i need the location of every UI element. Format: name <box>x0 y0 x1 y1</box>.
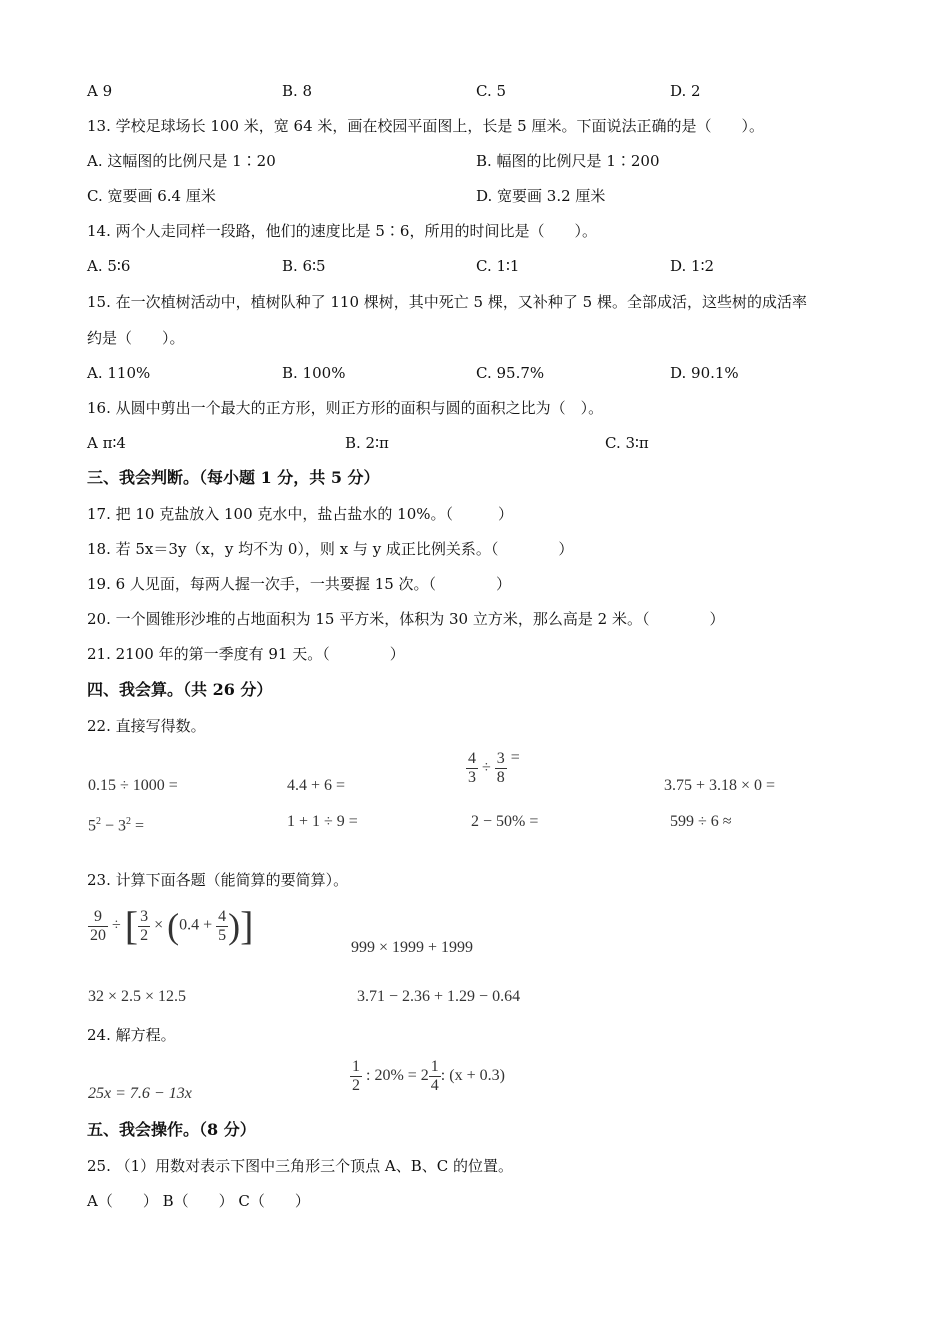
q22-expr-2: 4.4 + 6 = <box>287 777 346 794</box>
q22-expr-6: 1 + 1 ÷ 9 = <box>287 813 358 830</box>
q12-option-a: A 9 <box>87 82 113 100</box>
q13-stem: 13. 学校足球场长 100 米，宽 64 米，画在校园平面图上，长是 5 厘米。下面说法正确的是（ ）。 <box>87 117 764 135</box>
fraction-3-2: $\frac{3}{2}$ <box>140 907 149 944</box>
q22-expr-3: $\frac{4}{3}$ ÷ $\frac{3}{8}$ = <box>468 749 520 786</box>
fraction-1-2: $\frac{1}{2}$ <box>352 1058 360 1094</box>
q15-option-c: C. 95.7% <box>476 364 545 382</box>
q23-expr-3: 32 × 2.5 × 12.5 <box>88 988 187 1005</box>
q13-option-b: B. 幅图的比例尺是 1∶200 <box>476 152 660 170</box>
section4-title: 四、我会算。（共 26 分） <box>87 680 273 699</box>
q13-option-c: C. 宽要画 6.4 厘米 <box>87 187 216 205</box>
q14-option-c: C. 1∶1 <box>476 257 520 275</box>
q21-statement: 21. 2100 年的第一季度有 91 天。（ ） <box>87 645 405 663</box>
q15-stem-line2: 约是（ ）。 <box>87 329 185 347</box>
fraction-4-3: $\frac{4}{3}$ <box>468 750 476 786</box>
right-bracket: ] <box>240 903 254 948</box>
fraction-4-5: $\frac{4}{5}$ <box>218 907 227 944</box>
q19-statement: 19. 6 人见面，每两人握一次手，一共要握 15 次。（ ） <box>87 575 512 593</box>
left-paren: ( <box>167 906 180 946</box>
q23-expr-4: 3.71 − 2.36 + 1.29 − 0.64 <box>357 988 521 1005</box>
q22-expr-4: 3.75 + 3.18 × 0 = <box>664 777 776 794</box>
q25-stem: 25. （1）用数对表示下图中三角形三个顶点 A、B、C 的位置。 <box>87 1157 514 1175</box>
q15-option-b: B. 100% <box>282 364 346 382</box>
q14-stem: 14. 两个人走同样一段路，他们的速度比是 5∶6，所用的时间比是（ ）。 <box>87 222 597 240</box>
q15-stem-line1: 15. 在一次植树活动中，植树队种了 110 棵树，其中死亡 5 棵，又补种了 5 棵。全部成活，这些树的成活率 <box>87 293 807 311</box>
q18-statement: 18. 若 5x＝3y（x，y 均不为 0），则 x 与 y 成正比例关系。（ ） <box>87 540 574 558</box>
q12-option-b: B. 8 <box>282 82 313 100</box>
q23-expr-2: 999 × 1999 + 1999 <box>351 939 474 956</box>
q13-option-a: A. 这幅图的比例尺是 1∶20 <box>87 152 276 170</box>
q25-answer-blanks: A（ ） B（ ） C（ ） <box>87 1192 310 1210</box>
q16-option-b: B. 2∶π <box>345 434 389 452</box>
q17-statement: 17. 把 10 克盐放入 100 克水中，盐占盐水的 10%。（ ） <box>87 505 514 523</box>
q13-option-d: D. 宽要画 3.2 厘米 <box>476 187 606 205</box>
q16-stem: 16. 从圆中剪出一个最大的正方形，则正方形的面积与圆的面积之比为（ ）。 <box>87 399 604 417</box>
fraction-1-4: $\frac{1}{4}$ <box>430 1058 439 1094</box>
q22-expr-7: 2 − 50% = <box>471 813 539 830</box>
q15-option-d: D. 90.1% <box>670 364 739 382</box>
q23-expr-1: $\frac{9}{20}$ ÷ [ $\frac{3}{2}$ × (0.4 + $\frac{4}{5}$ )] <box>90 903 254 948</box>
q20-statement: 20. 一个圆锥形沙堆的占地面积为 15 平方米，体积为 30 立方米，那么高是 2 米。（ ） <box>87 610 725 628</box>
q14-option-b: B. 6∶5 <box>282 257 326 275</box>
q24-equation-2: $\frac{1}{2}$ : 20% = 2 $\frac{1}{4}$ : (x + 0.3) <box>352 1058 505 1094</box>
q24-equation-1: 25x = 7.6 − 13x <box>88 1085 192 1102</box>
q22-expr-8: 599 ÷ 6 ≈ <box>670 813 732 830</box>
q14-option-d: D. 1∶2 <box>670 257 715 275</box>
q12-option-c: C. 5 <box>476 82 507 100</box>
q22-stem: 22. 直接写得数。 <box>87 717 206 735</box>
q16-option-a: A π∶4 <box>87 434 126 452</box>
q22-expr-1: 0.15 ÷ 1000 = <box>88 777 178 794</box>
q16-option-c: C. 3∶π <box>605 434 649 452</box>
right-paren: ) <box>228 906 241 946</box>
q24-stem: 24. 解方程。 <box>87 1026 176 1044</box>
left-bracket: [ <box>124 903 139 948</box>
q12-option-d: D. 2 <box>670 82 701 100</box>
section3-title: 三、我会判断。（每小题 1 分，共 5 分） <box>87 468 380 487</box>
section5-title: 五、我会操作。（8 分） <box>87 1120 256 1139</box>
q14-option-a: A. 5∶6 <box>87 257 131 275</box>
q23-stem: 23. 计算下面各题（能简算的要简算）。 <box>87 871 349 889</box>
fraction-3-8: $\frac{3}{8}$ <box>496 750 505 786</box>
fraction-9-20: $\frac{9}{20}$ <box>90 907 106 944</box>
q15-option-a: A. 110% <box>87 364 151 382</box>
q22-expr-5: $5^2 - 3^2$ = <box>88 816 145 835</box>
